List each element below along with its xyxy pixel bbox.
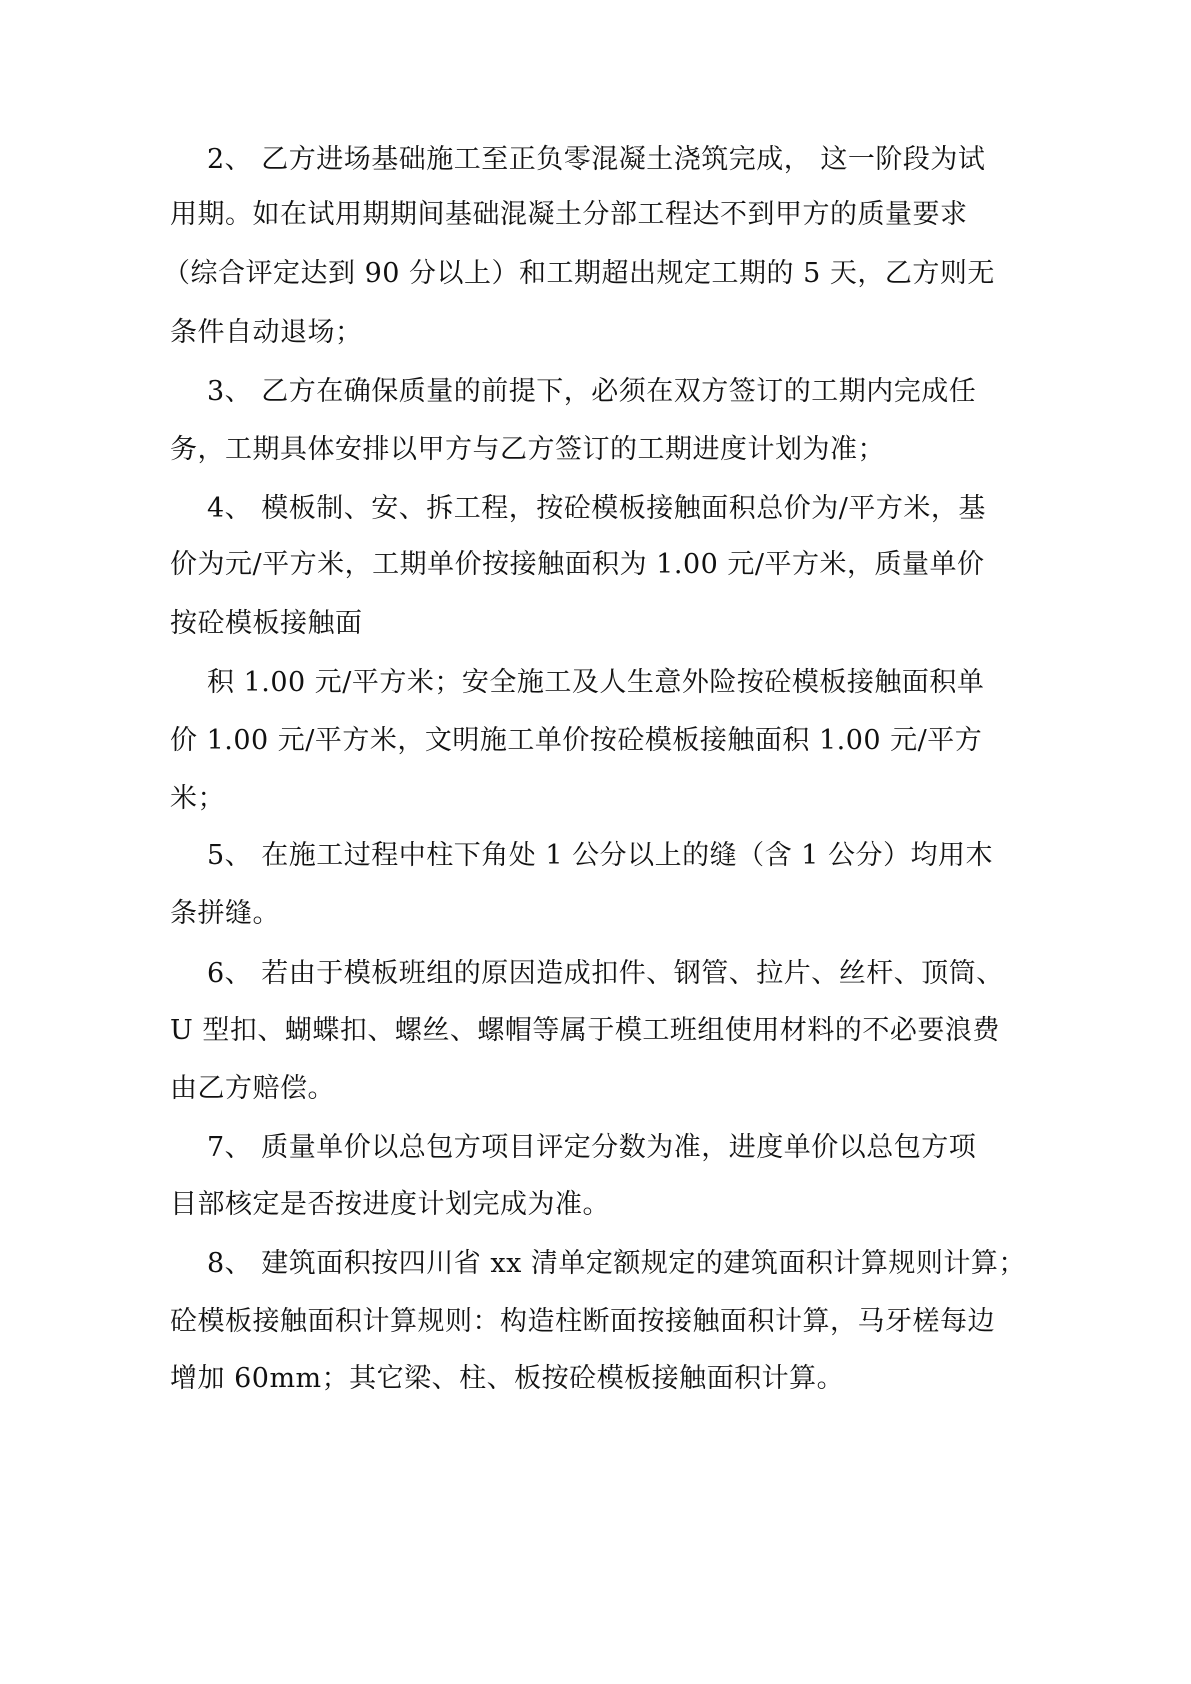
- text-line: 砼模板接触面积计算规则：构造柱断面按接触面积计算，马牙槎每边: [170, 1306, 995, 1337]
- text-line: U 型扣、蝴蝶扣、螺丝、螺帽等属于模工班组使用材料的不必要浪费: [170, 1015, 1000, 1046]
- text-line: 务，工期具体安排以甲方与乙方签订的工期进度计划为准；: [170, 434, 885, 465]
- text-line: 2、 乙方进场基础施工至正负零混凝土浇筑完成， 这一阶段为试: [207, 144, 986, 175]
- text-line: 由乙方赔偿。: [170, 1073, 335, 1104]
- text-line: 米；: [170, 783, 225, 814]
- text-line: 价 1.00 元/平方米，文明施工单价按砼模板接触面积 1.00 元/平方: [170, 725, 983, 756]
- text-line: 条拼缝。: [170, 898, 280, 929]
- text-line: 价为元/平方米，工期单价按接触面积为 1.00 元/平方米，质量单价: [170, 549, 985, 580]
- text-line: （综合评定达到 90 分以上）和工期超出规定工期的 5 天，乙方则无: [163, 258, 995, 289]
- text-line: 增加 60mm；其它梁、柱、板按砼模板接触面积计算。: [170, 1363, 845, 1394]
- text-line: 4、 模板制、安、拆工程，按砼模板接触面积总价为/平方米，基: [207, 493, 986, 524]
- text-line: 按砼模板接触面: [170, 608, 363, 639]
- text-line: 3、 乙方在确保质量的前提下，必须在双方签订的工期内完成任: [207, 376, 977, 407]
- text-line: 8、 建筑面积按四川省 xx 清单定额规定的建筑面积计算规则计算；: [207, 1248, 1026, 1279]
- text-line: 5、 在施工过程中柱下角处 1 公分以上的缝（含 1 公分）均用木: [207, 840, 993, 871]
- text-line: 7、 质量单价以总包方项目评定分数为准，进度单价以总包方项: [207, 1132, 977, 1163]
- text-line: 6、 若由于模板班组的原因造成扣件、钢管、拉片、丝杆、顶筒、: [207, 958, 1004, 989]
- text-line: 目部核定是否按进度计划完成为准。: [170, 1189, 610, 1220]
- text-line: 用期。如在试用期期间基础混凝土分部工程达不到甲方的质量要求: [170, 199, 968, 230]
- text-line: 积 1.00 元/平方米；安全施工及人生意外险按砼模板接触面积单: [207, 667, 985, 698]
- text-line: 条件自动退场；: [170, 317, 363, 348]
